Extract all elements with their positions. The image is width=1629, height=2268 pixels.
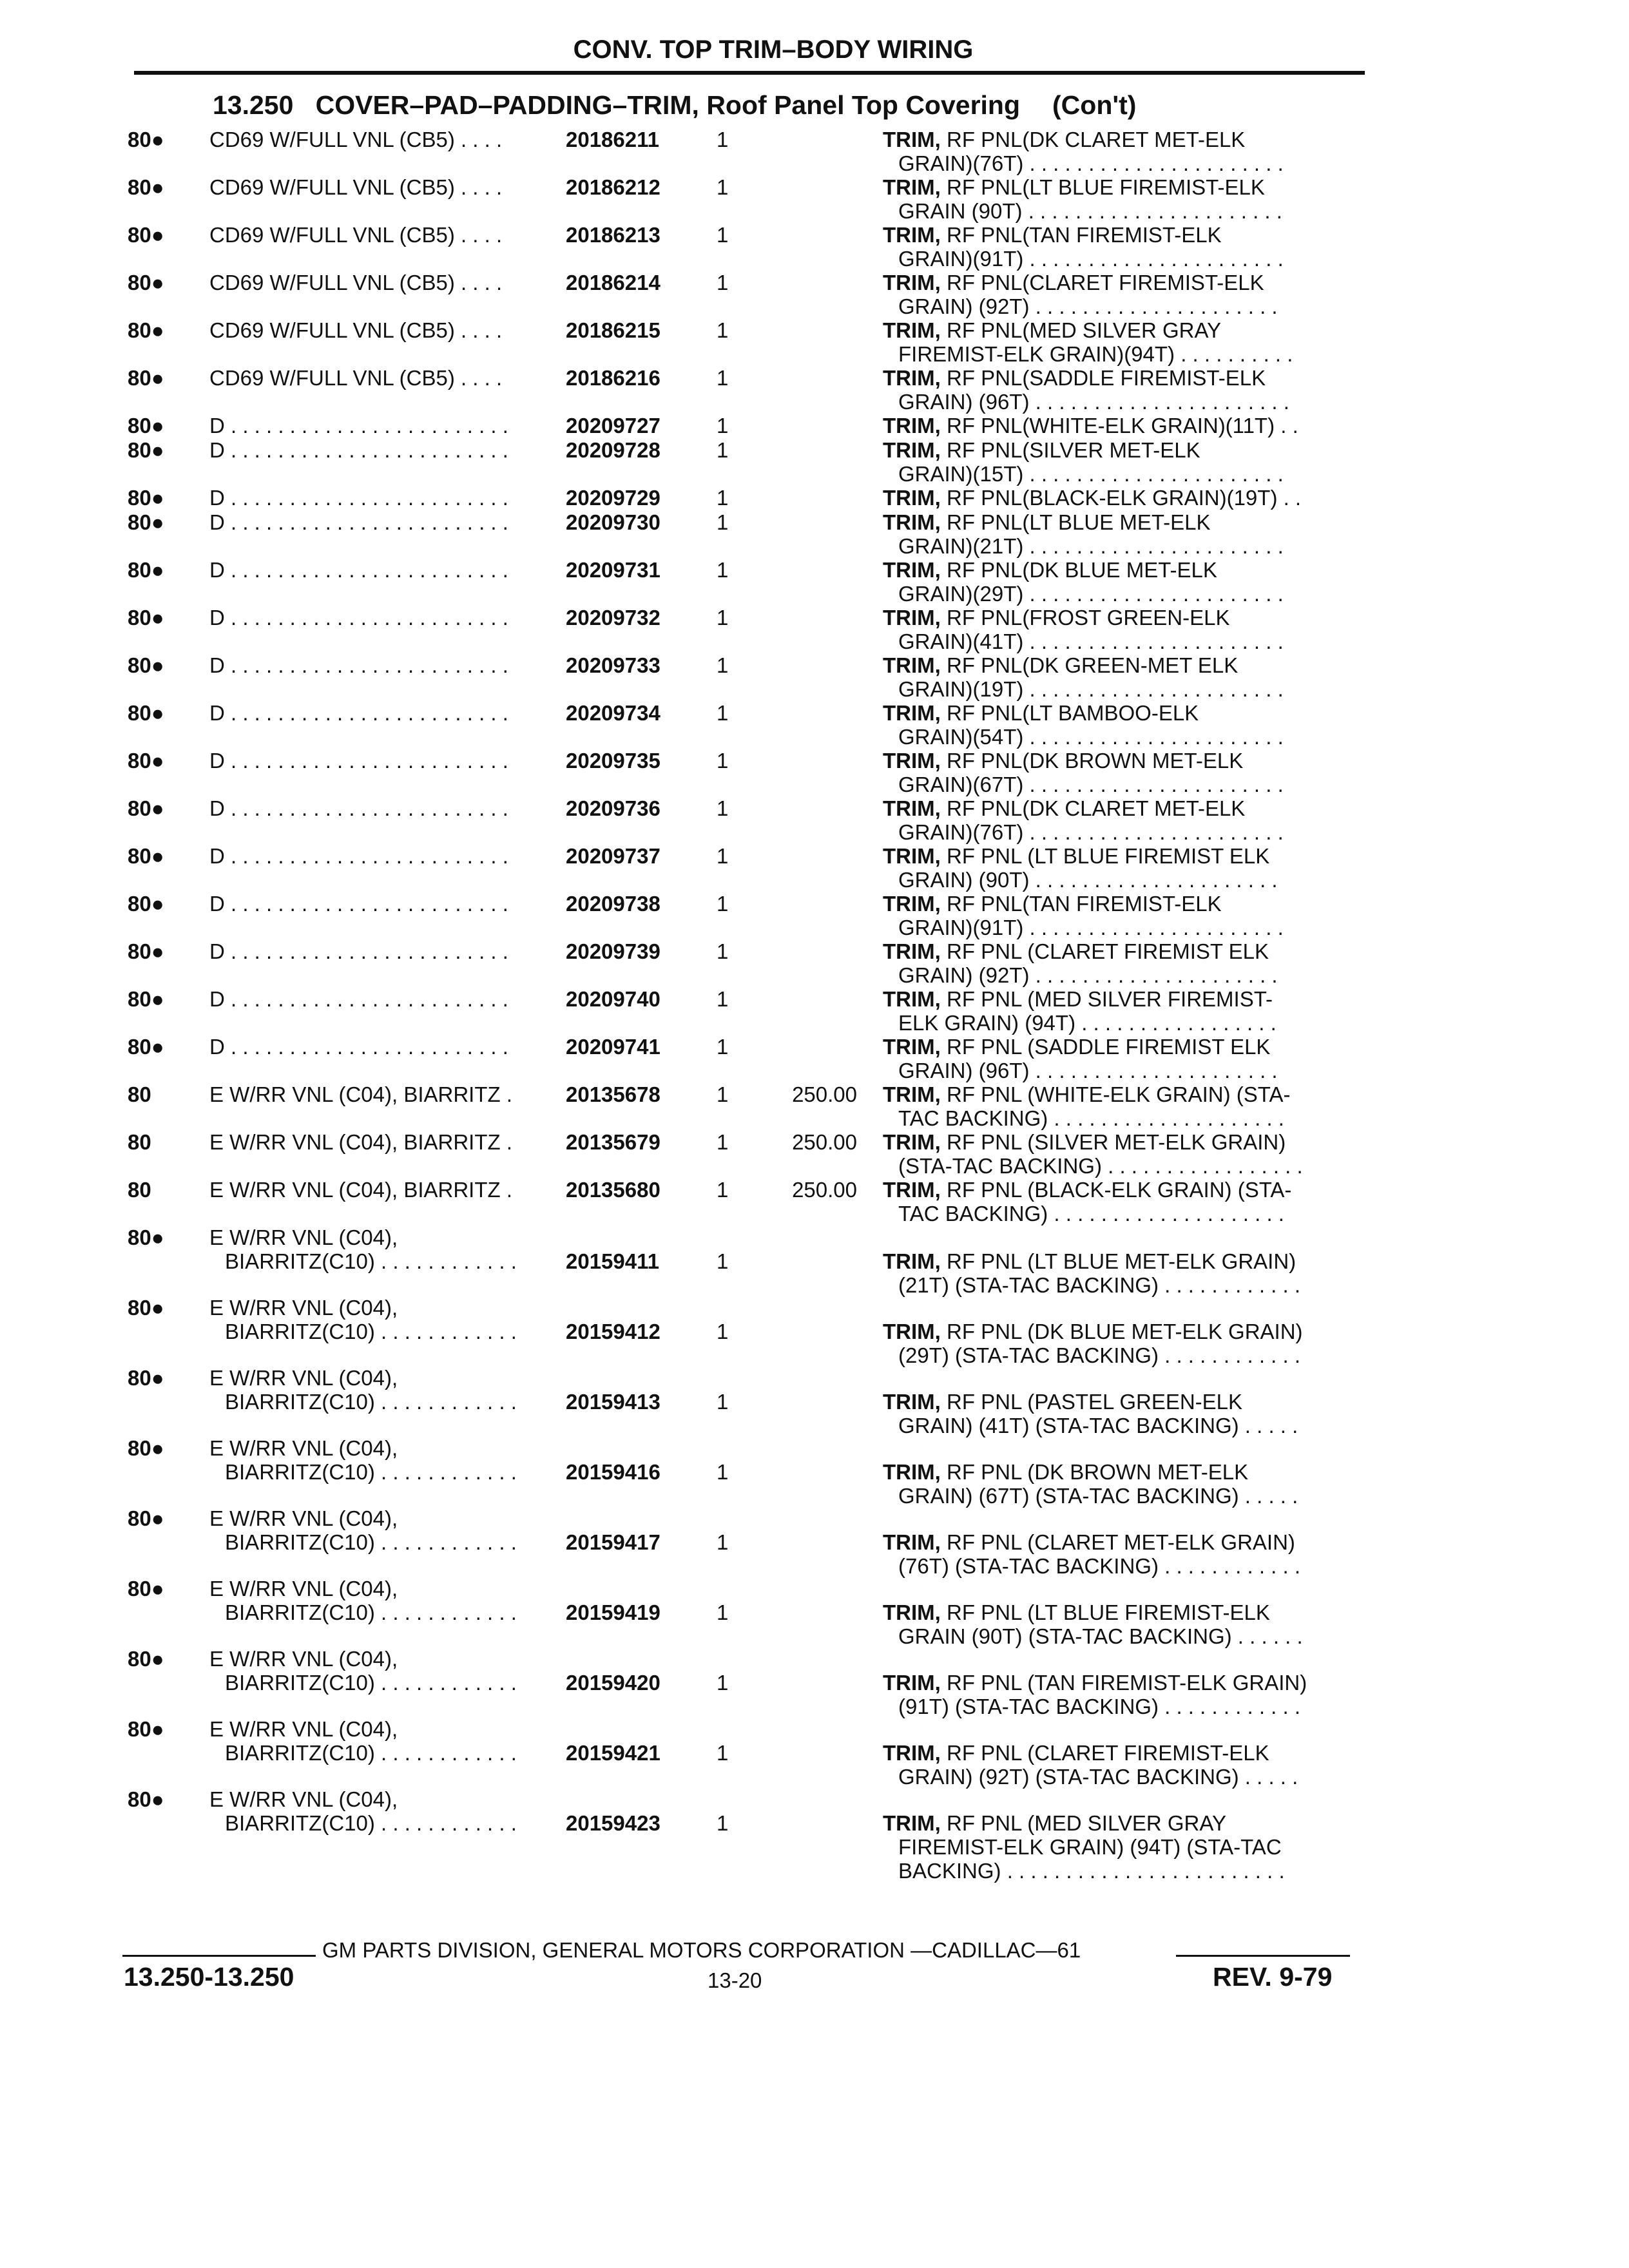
trim-description: [883, 558, 1356, 606]
description-line: CD69 W/FULL VNL (CB5) . . . .: [209, 223, 503, 247]
description-line: BIARRITZ(C10) . . . . . . . . . . . .: [225, 1741, 517, 1765]
model-description: [209, 414, 557, 437]
quantity: 1: [717, 486, 729, 510]
model-description: [209, 558, 557, 582]
description-line: D . . . . . . . . . . . . . . . . . . . . . . . .: [209, 653, 508, 677]
trim-line: (76T) (STA-TAC BACKING) . . . . . . . . . . . .: [898, 1554, 1301, 1578]
trim-description: [883, 939, 1356, 987]
quantity: 1: [717, 1671, 729, 1695]
trim-line: TRIM, RF PNL (TAN FIREMIST-ELK GRAIN): [883, 1671, 1307, 1695]
description-line: E W/RR VNL (C04), BIARRITZ .: [209, 1082, 512, 1106]
part-number: 20209735: [566, 749, 660, 773]
trim-line: GRAIN (90T) (STA-TAC BACKING) . . . . . .: [898, 1624, 1303, 1648]
model-description: [209, 701, 557, 725]
part-number: 20209727: [566, 414, 660, 437]
quantity: 1: [717, 1082, 729, 1106]
part-number: 20209733: [566, 653, 660, 677]
part-number: 20209732: [566, 606, 660, 629]
trim-line: ELK GRAIN) (94T) . . . . . . . . . . . . . . . . .: [898, 1011, 1277, 1035]
part-number: 20209734: [566, 701, 660, 725]
usage-code: 80●: [128, 844, 164, 868]
trim-description: [883, 271, 1356, 318]
model-description: [209, 1366, 557, 1414]
trim-line: TRIM, RF PNL (LT BLUE FIREMIST-ELK: [883, 1600, 1270, 1624]
trim-line: TRIM, RF PNL(BLACK-ELK GRAIN)(19T) . .: [883, 486, 1302, 510]
trim-description: [883, 1600, 1356, 1648]
usage-code: 80●: [128, 1296, 164, 1320]
footer-section-range: 13.250-13.250: [124, 1962, 294, 1992]
trim-line: TRIM, RF PNL (DK BLUE MET-ELK GRAIN): [883, 1320, 1303, 1343]
usage-code: 80●: [128, 749, 164, 773]
part-number: 20209740: [566, 987, 660, 1011]
description-line: CD69 W/FULL VNL (CB5) . . . .: [209, 366, 503, 390]
trim-line: TRIM, RF PNL (SADDLE FIREMIST ELK: [883, 1035, 1271, 1059]
part-number: 20209739: [566, 939, 660, 963]
trim-description: [883, 749, 1356, 796]
description-line: D . . . . . . . . . . . . . . . . . . . . . . . .: [209, 892, 508, 916]
continued-label: (Con't): [1052, 90, 1137, 120]
quantity: 1: [717, 438, 729, 462]
trim-line: TRIM, RF PNL(LT BLUE MET-ELK: [883, 510, 1211, 534]
usage-code: 80●: [128, 558, 164, 582]
model-description: [209, 486, 557, 510]
quantity: 1: [717, 128, 729, 151]
quantity: 1: [717, 318, 729, 342]
description-line: D . . . . . . . . . . . . . . . . . . . . . . . .: [209, 486, 508, 510]
part-number: 20209737: [566, 844, 660, 868]
model-description: [209, 892, 557, 916]
usage-code: 80●: [128, 939, 164, 963]
trim-line: TRIM, RF PNL (LT BLUE FIREMIST ELK: [883, 844, 1270, 868]
usage-code: 80●: [128, 796, 164, 820]
price: 250.00: [792, 1082, 857, 1106]
description-line: D . . . . . . . . . . . . . . . . . . . . . . . .: [209, 1035, 508, 1059]
price: 250.00: [792, 1130, 857, 1154]
description-line: D . . . . . . . . . . . . . . . . . . . . . . . .: [209, 987, 508, 1011]
trim-line: TRIM, RF PNL (MED SILVER GRAY: [883, 1811, 1226, 1835]
quantity: 1: [717, 844, 729, 868]
quantity: 1: [717, 1390, 729, 1414]
trim-line: GRAIN) (92T) . . . . . . . . . . . . . . . . . . . . .: [898, 963, 1278, 987]
quantity: 1: [717, 510, 729, 534]
part-number: 20159411: [566, 1249, 660, 1273]
description-line: D . . . . . . . . . . . . . . . . . . . . . . . .: [209, 844, 508, 868]
trim-line: TRIM, RF PNL (LT BLUE MET-ELK GRAIN): [883, 1249, 1296, 1273]
description-line: CD69 W/FULL VNL (CB5) . . . .: [209, 175, 503, 199]
model-description: [209, 796, 557, 820]
trim-line: TRIM, RF PNL(TAN FIREMIST-ELK: [883, 892, 1222, 916]
quantity: 1: [717, 606, 729, 629]
usage-code: 80●: [128, 271, 164, 294]
trim-line: TRIM, RF PNL (BLACK-ELK GRAIN) (STA-: [883, 1178, 1292, 1202]
trim-description: [883, 1035, 1356, 1082]
trim-line: GRAIN (90T) . . . . . . . . . . . . . . . . . . . . . .: [898, 199, 1282, 223]
trim-description: [883, 1249, 1356, 1297]
description-line: CD69 W/FULL VNL (CB5) . . . .: [209, 318, 503, 342]
quantity: 1: [717, 987, 729, 1011]
model-description: [209, 1506, 557, 1554]
model-description: [209, 606, 557, 629]
part-number: 20159421: [566, 1741, 660, 1765]
description-line: BIARRITZ(C10) . . . . . . . . . . . .: [225, 1811, 517, 1835]
trim-line: TAC BACKING) . . . . . . . . . . . . . . . . . . . .: [898, 1202, 1284, 1225]
trim-line: GRAIN) (96T) . . . . . . . . . . . . . . . . . . . . .: [898, 1059, 1278, 1082]
part-number: 20209741: [566, 1035, 660, 1059]
trim-description: [883, 1741, 1356, 1789]
section-number: 13.250: [213, 90, 294, 120]
description-line: D . . . . . . . . . . . . . . . . . . . . . . . .: [209, 606, 508, 629]
description-line: BIARRITZ(C10) . . . . . . . . . . . .: [225, 1460, 517, 1484]
model-description: [209, 438, 557, 462]
model-description: [209, 1717, 557, 1765]
trim-description: [883, 796, 1356, 844]
trim-line: TRIM, RF PNL (SILVER MET-ELK GRAIN): [883, 1130, 1286, 1154]
trim-line: TRIM, RF PNL (PASTEL GREEN-ELK: [883, 1390, 1243, 1414]
description-line: E W/RR VNL (C04),: [209, 1577, 398, 1600]
trim-description: [883, 1082, 1356, 1130]
part-number: 20159423: [566, 1811, 660, 1835]
footer-page-number: 13-20: [708, 1968, 762, 1992]
part-number: 20209736: [566, 796, 660, 820]
description-line: E W/RR VNL (C04),: [209, 1436, 398, 1460]
usage-code: 80●: [128, 653, 164, 677]
quantity: 1: [717, 701, 729, 725]
trim-description: [883, 1811, 1356, 1883]
trim-line: FIREMIST-ELK GRAIN) (94T) (STA-TAC: [898, 1835, 1282, 1859]
description-line: E W/RR VNL (C04),: [209, 1787, 398, 1811]
description-line: BIARRITZ(C10) . . . . . . . . . . . .: [225, 1320, 517, 1343]
quantity: 1: [717, 796, 729, 820]
trim-line: TRIM, RF PNL(LT BAMBOO-ELK: [883, 701, 1199, 725]
usage-code: 80●: [128, 128, 164, 151]
model-description: [209, 128, 557, 151]
quantity: 1: [717, 892, 729, 916]
trim-line: GRAIN) (90T) . . . . . . . . . . . . . . . . . . . . .: [898, 868, 1278, 892]
quantity: 1: [717, 1035, 729, 1059]
description-line: BIARRITZ(C10) . . . . . . . . . . . .: [225, 1600, 517, 1624]
model-description: [209, 510, 557, 534]
usage-code: 80●: [128, 1506, 164, 1530]
part-number: 20135678: [566, 1082, 660, 1106]
trim-line: FIREMIST-ELK GRAIN)(94T) . . . . . . . . . .: [898, 342, 1293, 366]
quantity: 1: [717, 1320, 729, 1343]
trim-line: TRIM, RF PNL (DK BROWN MET-ELK: [883, 1460, 1249, 1484]
part-number: 20186212: [566, 175, 660, 199]
quantity: 1: [717, 1130, 729, 1154]
page-title: CONV. TOP TRIM–BODY WIRING: [573, 35, 974, 64]
usage-code: 80●: [128, 701, 164, 725]
part-number: 20159412: [566, 1320, 660, 1343]
trim-line: TRIM, RF PNL(WHITE-ELK GRAIN)(11T) . .: [883, 414, 1298, 437]
model-description: [209, 1035, 557, 1059]
trim-description: [883, 892, 1356, 939]
quantity: 1: [717, 175, 729, 199]
model-description: [209, 1130, 557, 1154]
trim-line: TRIM, RF PNL(DK CLARET MET-ELK: [883, 128, 1246, 151]
trim-line: TAC BACKING) . . . . . . . . . . . . . . . . . . . .: [898, 1106, 1284, 1130]
quantity: 1: [717, 1460, 729, 1484]
trim-description: [883, 1390, 1356, 1437]
trim-description: [883, 486, 1356, 510]
part-number: 20186215: [566, 318, 660, 342]
part-number: 20186211: [566, 128, 660, 151]
usage-code: 80: [128, 1082, 151, 1106]
model-description: [209, 318, 557, 342]
description-line: D . . . . . . . . . . . . . . . . . . . . . . . .: [209, 558, 508, 582]
trim-line: TRIM, RF PNL(DK GREEN-MET ELK: [883, 653, 1239, 677]
trim-line: (29T) (STA-TAC BACKING) . . . . . . . . . . . .: [898, 1343, 1301, 1367]
model-description: [209, 844, 557, 868]
trim-line: GRAIN) (92T) (STA-TAC BACKING) . . . . .: [898, 1765, 1298, 1789]
trim-description: [883, 510, 1356, 558]
description-line: E W/RR VNL (C04), BIARRITZ .: [209, 1130, 512, 1154]
trim-description: [883, 1671, 1356, 1718]
usage-code: 80●: [128, 366, 164, 390]
description-line: D . . . . . . . . . . . . . . . . . . . . . . . .: [209, 701, 508, 725]
section-title: COVER–PAD–PADDING–TRIM, Roof Panel Top Covering: [315, 90, 1021, 120]
trim-description: [883, 987, 1356, 1035]
description-line: D . . . . . . . . . . . . . . . . . . . . . . . .: [209, 510, 508, 534]
trim-line: TRIM, RF PNL(FROST GREEN-ELK: [883, 606, 1230, 629]
usage-code: 80: [128, 1178, 151, 1202]
part-number: 20159419: [566, 1600, 660, 1624]
part-number: 20209729: [566, 486, 660, 510]
model-description: [209, 175, 557, 199]
model-description: [209, 366, 557, 390]
trim-description: [883, 128, 1356, 175]
trim-line: TRIM, RF PNL(DK BROWN MET-ELK: [883, 749, 1244, 773]
model-description: [209, 653, 557, 677]
quantity: 1: [717, 223, 729, 247]
usage-code: 80●: [128, 1366, 164, 1390]
quantity: 1: [717, 749, 729, 773]
usage-code: 80●: [128, 486, 164, 510]
model-description: [209, 1225, 557, 1273]
trim-description: [883, 1130, 1356, 1178]
trim-line: TRIM, RF PNL (CLARET FIREMIST-ELK: [883, 1741, 1269, 1765]
trim-description: [883, 414, 1356, 437]
model-description: [209, 1787, 557, 1835]
trim-description: [883, 1460, 1356, 1508]
usage-code: 80●: [128, 438, 164, 462]
description-line: D . . . . . . . . . . . . . . . . . . . . . . . .: [209, 438, 508, 462]
usage-code: 80●: [128, 606, 164, 629]
description-line: D . . . . . . . . . . . . . . . . . . . . . . . .: [209, 796, 508, 820]
part-number: 20209730: [566, 510, 660, 534]
trim-line: TRIM, RF PNL(SADDLE FIREMIST-ELK: [883, 366, 1266, 390]
description-line: BIARRITZ(C10) . . . . . . . . . . . .: [225, 1530, 517, 1554]
trim-line: GRAIN)(91T) . . . . . . . . . . . . . . . . . . . . . .: [898, 916, 1284, 939]
trim-line: GRAIN)(54T) . . . . . . . . . . . . . . . . . . . . . .: [898, 725, 1284, 749]
model-description: [209, 1436, 557, 1484]
description-line: E W/RR VNL (C04),: [209, 1225, 398, 1249]
model-description: [209, 223, 557, 247]
trim-line: TRIM, RF PNL (MED SILVER FIREMIST-: [883, 987, 1273, 1011]
trim-line: GRAIN)(15T) . . . . . . . . . . . . . . . . . . . . . .: [898, 462, 1284, 486]
part-number: 20186213: [566, 223, 660, 247]
model-description: [209, 939, 557, 963]
usage-code: 80●: [128, 1717, 164, 1741]
model-description: [209, 987, 557, 1011]
trim-line: GRAIN)(91T) . . . . . . . . . . . . . . . . . . . . . .: [898, 247, 1284, 271]
part-number: 20159417: [566, 1530, 660, 1554]
quantity: 1: [717, 1178, 729, 1202]
quantity: 1: [717, 1600, 729, 1624]
trim-description: [883, 606, 1356, 653]
quantity: 1: [717, 653, 729, 677]
model-description: [209, 749, 557, 773]
description-line: E W/RR VNL (C04),: [209, 1296, 398, 1320]
trim-line: GRAIN)(67T) . . . . . . . . . . . . . . . . . . . . . .: [898, 773, 1284, 796]
footer-revision: REV. 9-79: [1213, 1962, 1333, 1992]
trim-description: [883, 318, 1356, 366]
quantity: 1: [717, 271, 729, 294]
quantity: 1: [717, 558, 729, 582]
model-description: [209, 1178, 557, 1202]
trim-line: GRAIN) (41T) (STA-TAC BACKING) . . . . .: [898, 1414, 1298, 1437]
usage-code: 80●: [128, 175, 164, 199]
trim-line: BACKING) . . . . . . . . . . . . . . . . . . . . . . . .: [898, 1859, 1285, 1883]
description-line: E W/RR VNL (C04),: [209, 1366, 398, 1390]
trim-line: (91T) (STA-TAC BACKING) . . . . . . . . . . . .: [898, 1695, 1301, 1718]
trim-line: TRIM, RF PNL (WHITE-ELK GRAIN) (STA-: [883, 1082, 1291, 1106]
usage-code: 80●: [128, 223, 164, 247]
description-line: E W/RR VNL (C04),: [209, 1647, 398, 1671]
trim-line: GRAIN)(29T) . . . . . . . . . . . . . . . . . . . . . .: [898, 582, 1284, 606]
quantity: 1: [717, 1741, 729, 1765]
trim-line: TRIM, RF PNL(LT BLUE FIREMIST-ELK: [883, 175, 1265, 199]
quantity: 1: [717, 1249, 729, 1273]
trim-description: [883, 175, 1356, 223]
trim-line: TRIM, RF PNL(CLARET FIREMIST-ELK: [883, 271, 1264, 294]
quantity: 1: [717, 414, 729, 437]
model-description: [209, 1647, 557, 1695]
model-description: [209, 1577, 557, 1624]
usage-code: 80●: [128, 987, 164, 1011]
quantity: 1: [717, 939, 729, 963]
trim-line: (STA-TAC BACKING) . . . . . . . . . . . . . . . . .: [898, 1154, 1303, 1178]
trim-description: [883, 1320, 1356, 1367]
part-number: 20159413: [566, 1390, 660, 1414]
usage-code: 80●: [128, 510, 164, 534]
usage-code: 80●: [128, 1225, 164, 1249]
part-number: 20159420: [566, 1671, 660, 1695]
trim-description: [883, 438, 1356, 486]
quantity: 1: [717, 1811, 729, 1835]
trim-line: GRAIN)(76T) . . . . . . . . . . . . . . . . . . . . . .: [898, 820, 1284, 844]
usage-code: 80●: [128, 1787, 164, 1811]
trim-line: GRAIN)(41T) . . . . . . . . . . . . . . . . . . . . . .: [898, 629, 1284, 653]
description-line: E W/RR VNL (C04),: [209, 1506, 398, 1530]
trim-line: TRIM, RF PNL (CLARET MET-ELK GRAIN): [883, 1530, 1295, 1554]
footer-division: GM PARTS DIVISION, GENERAL MOTORS CORPORATION —CADILLAC—61: [322, 1938, 1081, 1962]
trim-line: TRIM, RF PNL (CLARET FIREMIST ELK: [883, 939, 1269, 963]
usage-code: 80●: [128, 414, 164, 437]
trim-line: GRAIN)(21T) . . . . . . . . . . . . . . . . . . . . . .: [898, 534, 1284, 558]
trim-line: GRAIN) (67T) (STA-TAC BACKING) . . . . .: [898, 1484, 1298, 1508]
description-line: BIARRITZ(C10) . . . . . . . . . . . .: [225, 1390, 517, 1414]
trim-line: GRAIN)(76T) . . . . . . . . . . . . . . . . . . . . . .: [898, 151, 1284, 175]
description-line: D . . . . . . . . . . . . . . . . . . . . . . . .: [209, 749, 508, 773]
trim-line: TRIM, RF PNL(TAN FIREMIST-ELK: [883, 223, 1222, 247]
trim-description: [883, 701, 1356, 749]
trim-line: TRIM, RF PNL(MED SILVER GRAY: [883, 318, 1222, 342]
trim-line: GRAIN)(19T) . . . . . . . . . . . . . . . . . . . . . .: [898, 677, 1284, 701]
part-number: 20135679: [566, 1130, 660, 1154]
description-line: D . . . . . . . . . . . . . . . . . . . . . . . .: [209, 414, 508, 437]
quantity: 1: [717, 366, 729, 390]
part-number: 20209738: [566, 892, 660, 916]
usage-code: 80●: [128, 1436, 164, 1460]
description-line: BIARRITZ(C10) . . . . . . . . . . . .: [225, 1671, 517, 1695]
trim-line: (21T) (STA-TAC BACKING) . . . . . . . . . . . .: [898, 1273, 1301, 1297]
trim-description: [883, 653, 1356, 701]
trim-line: GRAIN) (96T) . . . . . . . . . . . . . . . . . . . . . .: [898, 390, 1289, 414]
part-number: 20209731: [566, 558, 660, 582]
description-line: CD69 W/FULL VNL (CB5) . . . .: [209, 128, 503, 151]
trim-description: [883, 844, 1356, 892]
trim-description: [883, 1530, 1356, 1578]
part-number: 20209728: [566, 438, 660, 462]
part-number: 20186216: [566, 366, 660, 390]
trim-line: TRIM, RF PNL(SILVER MET-ELK: [883, 438, 1200, 462]
model-description: [209, 1296, 557, 1343]
trim-description: [883, 366, 1356, 414]
trim-line: GRAIN) (92T) . . . . . . . . . . . . . . . . . . . . .: [898, 294, 1278, 318]
usage-code: 80●: [128, 1577, 164, 1600]
footer-rule-left: [122, 1955, 316, 1957]
usage-code: 80●: [128, 892, 164, 916]
description-line: CD69 W/FULL VNL (CB5) . . . .: [209, 271, 503, 294]
usage-code: 80●: [128, 318, 164, 342]
quantity: 1: [717, 1530, 729, 1554]
part-number: 20186214: [566, 271, 660, 294]
part-number: 20159416: [566, 1460, 660, 1484]
usage-code: 80: [128, 1130, 151, 1154]
trim-description: [883, 223, 1356, 271]
usage-code: 80●: [128, 1647, 164, 1671]
model-description: [209, 271, 557, 294]
trim-description: [883, 1178, 1356, 1225]
price: 250.00: [792, 1178, 857, 1202]
description-line: E W/RR VNL (C04), BIARRITZ .: [209, 1178, 512, 1202]
description-line: E W/RR VNL (C04),: [209, 1717, 398, 1741]
description-line: BIARRITZ(C10) . . . . . . . . . . . .: [225, 1249, 517, 1273]
usage-code: 80●: [128, 1035, 164, 1059]
part-number: 20135680: [566, 1178, 660, 1202]
footer-rule-right: [1176, 1955, 1350, 1957]
trim-line: TRIM, RF PNL(DK BLUE MET-ELK: [883, 558, 1217, 582]
model-description: [209, 1082, 557, 1106]
description-line: D . . . . . . . . . . . . . . . . . . . . . . . .: [209, 939, 508, 963]
trim-line: TRIM, RF PNL(DK CLARET MET-ELK: [883, 796, 1246, 820]
